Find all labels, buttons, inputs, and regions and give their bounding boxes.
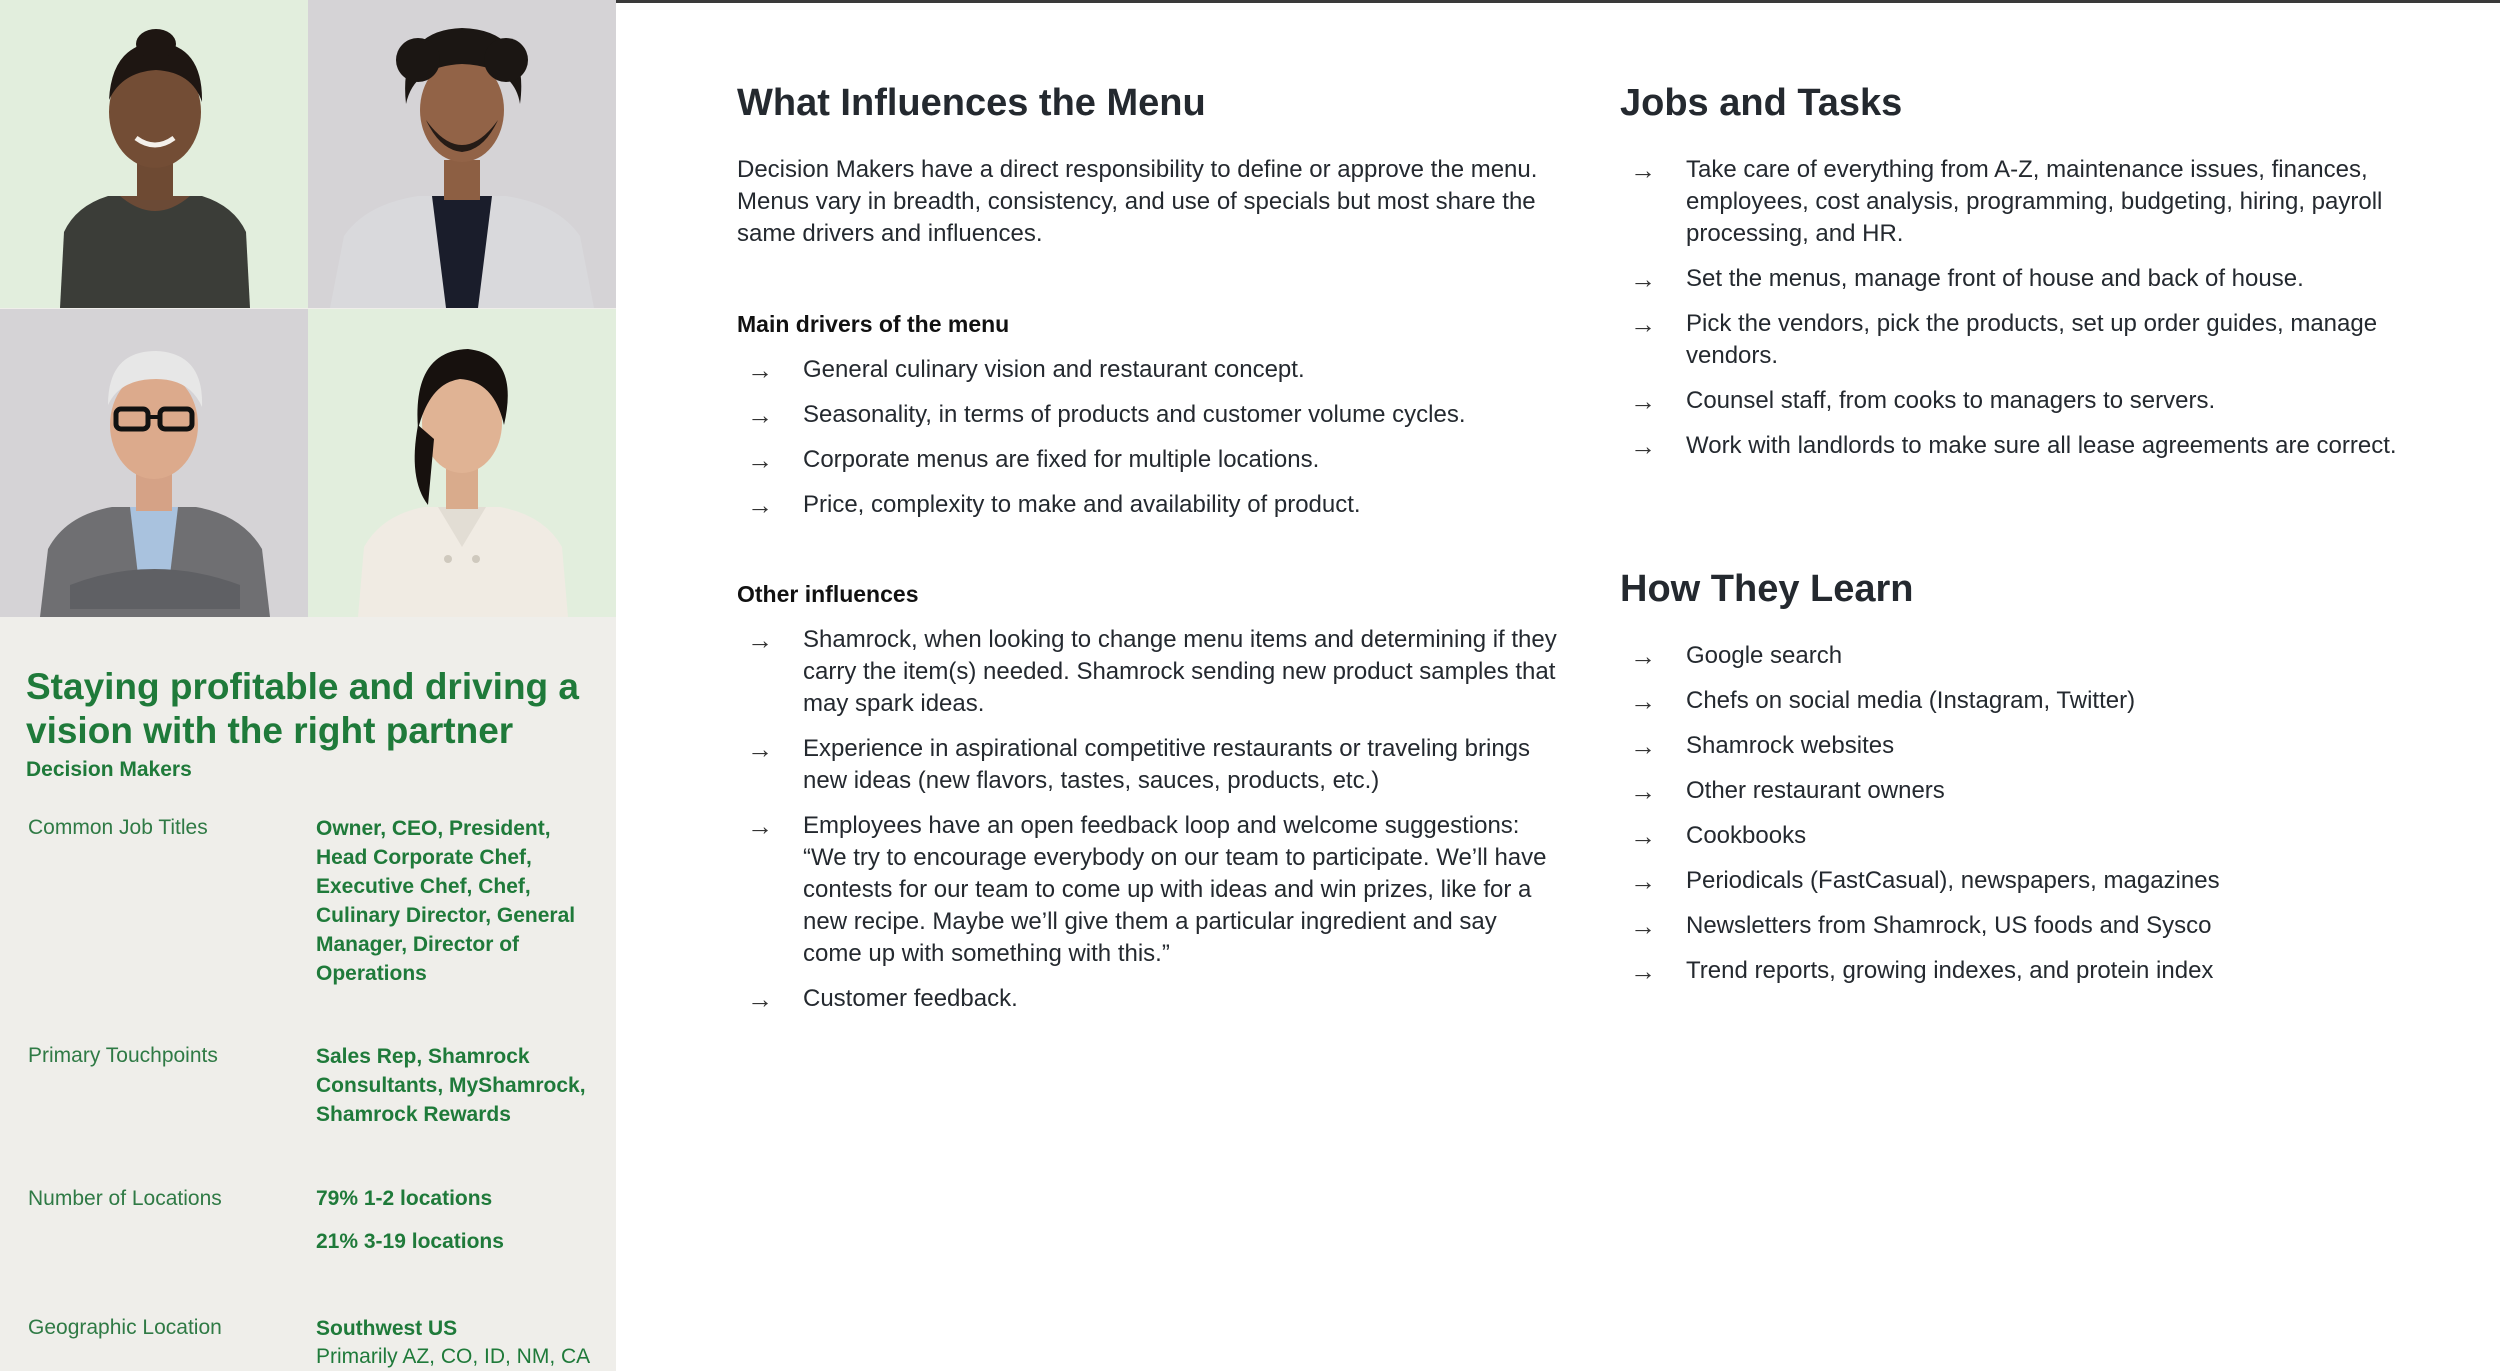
persona-panel	[0, 0, 616, 1371]
learn-source-item	[1620, 955, 2440, 987]
arrow-right-icon: →	[1630, 155, 1656, 185]
arrow-right-icon: →	[1630, 821, 1656, 851]
learn-source-item-text: Trend reports, growing indexes, and protein index	[1686, 957, 2214, 984]
learn-source-item	[1620, 865, 2440, 897]
job-task-item-text: Work with landlords to make sure all lease agreements are correct.	[1686, 432, 2397, 459]
persona-photo-woman-chef	[308, 309, 616, 617]
arrow-right-icon: →	[1630, 911, 1656, 941]
learn-source-item	[1620, 910, 2440, 942]
influence-item-text: Experience in aspirational competitive restaurants or traveling brings new ideas (new flavors, tastes, sauces, products, etc.)	[803, 735, 1531, 794]
learn-source-item-text: Cookbooks	[1686, 822, 1807, 849]
driver-item	[737, 489, 1557, 521]
job-task-item-text: Counsel staff, from cooks to managers to servers.	[1686, 387, 2216, 414]
arrow-right-icon: →	[1630, 431, 1656, 461]
info-value-geography-region: Southwest US	[316, 1317, 458, 1340]
learn-source-item-text: Newsletters from Shamrock, US foods and Sysco	[1686, 912, 2212, 939]
info-value-locations-2: 21% 3-19 locations	[316, 1230, 504, 1253]
learn-source-item	[1620, 730, 2440, 762]
driver-item-text: Corporate menus are fixed for multiple locations.	[803, 446, 1320, 473]
learn-section-title: How They Learn	[1620, 568, 1914, 610]
info-label-locations: Number of Locations	[28, 1187, 222, 1210]
info-value-touchpoints: Sales Rep, Shamrock Consultants, MyShamrock, Shamrock Rewards	[316, 1045, 586, 1126]
influence-item	[737, 810, 1557, 970]
arrow-right-icon: →	[1630, 686, 1656, 716]
arrow-right-icon: →	[1630, 641, 1656, 671]
arrow-right-icon: →	[1630, 309, 1656, 339]
job-task-item-text: Pick the vendors, pick the products, set up order guides, manage vendors.	[1686, 310, 2378, 369]
learn-source-item-text: Chefs on social media (Instagram, Twitter)	[1686, 687, 2136, 714]
menu-section-title: What Influences the Menu	[737, 82, 1206, 124]
persona-photo-woman-dark-dress	[0, 0, 308, 308]
info-label-geography: Geographic Location	[28, 1316, 222, 1339]
how-they-learn-list	[1620, 640, 2440, 1000]
info-label-job-titles: Common Job Titles	[28, 816, 208, 839]
jobs-tasks-list	[1620, 154, 2440, 475]
arrow-right-icon: →	[1630, 776, 1656, 806]
arrow-right-icon: →	[747, 355, 773, 385]
job-task-item-text: Set the menus, manage front of house and back of house.	[1686, 265, 2304, 292]
arrow-right-icon: →	[1630, 956, 1656, 986]
menu-drivers-list	[737, 354, 1557, 534]
job-task-item	[1620, 430, 2440, 462]
menu-drivers-title: Main drivers of the menu	[737, 311, 1010, 337]
persona-photo-man-glasses	[0, 309, 308, 617]
influence-item-text: Employees have an open feedback loop and welcome suggestions: “We try to encourage everybody on our team to participate. We’ll have contests for our team to come up with ideas and win prizes, like for a new recipe. Maybe we’ll give them a particular ingredient and say come up with something with this.”	[803, 812, 1547, 967]
jobs-section-title: Jobs and Tasks	[1620, 82, 1903, 124]
job-task-item	[1620, 263, 2440, 295]
other-influences-title: Other influences	[737, 581, 919, 607]
learn-source-item	[1620, 685, 2440, 717]
learn-source-item	[1620, 775, 2440, 807]
persona-headline: Staying profitable and driving a vision with the right partner	[26, 666, 580, 751]
arrow-right-icon: →	[747, 811, 773, 841]
driver-item	[737, 444, 1557, 476]
info-value-geography-states: Primarily AZ, CO, ID, NM, CA	[316, 1345, 591, 1368]
arrow-right-icon: →	[747, 445, 773, 475]
persona-photo-grid	[0, 0, 616, 617]
driver-item	[737, 354, 1557, 386]
driver-item-text: Price, complexity to make and availability of product.	[803, 491, 1361, 518]
influence-item	[737, 733, 1557, 797]
job-task-item	[1620, 154, 2440, 250]
influence-item-text: Shamrock, when looking to change menu items and determining if they carry the item(s) needed. Shamrock sending new product samples that may spark ideas.	[803, 626, 1557, 717]
job-task-item-text: Take care of everything from A-Z, maintenance issues, finances, employees, cost analysis, programming, budgeting, hiring, payroll processing, and HR.	[1686, 156, 2383, 247]
influence-item-text: Customer feedback.	[803, 985, 1018, 1012]
arrow-right-icon: →	[1630, 264, 1656, 294]
arrow-right-icon: →	[747, 984, 773, 1014]
learn-source-item-text: Shamrock websites	[1686, 732, 1895, 759]
arrow-right-icon: →	[747, 490, 773, 520]
driver-item-text: Seasonality, in terms of products and customer volume cycles.	[803, 401, 1466, 428]
info-value-locations-1: 79% 1-2 locations	[316, 1187, 493, 1210]
driver-item	[737, 399, 1557, 431]
arrow-right-icon: →	[1630, 731, 1656, 761]
learn-source-item	[1620, 820, 2440, 852]
learn-source-item-text: Other restaurant owners	[1686, 777, 1945, 804]
arrow-right-icon: →	[747, 734, 773, 764]
driver-item-text: General culinary vision and restaurant concept.	[803, 356, 1305, 383]
info-value-job-titles: Owner, CEO, President, Head Corporate Chef, Executive Chef, Chef, Culinary Director, General Manager, Director of Operations	[316, 817, 576, 985]
influence-item	[737, 624, 1557, 720]
menu-section-intro: Decision Makers have a direct responsibility to define or approve the menu. Menus vary in breadth, consistency, and use of specials but most share the same drivers and influences.	[737, 156, 1538, 247]
other-influences-list	[737, 624, 1557, 1028]
info-label-touchpoints: Primary Touchpoints	[28, 1044, 218, 1067]
arrow-right-icon: →	[747, 625, 773, 655]
learn-source-item	[1620, 640, 2440, 672]
influence-item	[737, 983, 1557, 1015]
persona-subheadline: Decision Makers	[26, 758, 192, 781]
job-task-item	[1620, 385, 2440, 417]
arrow-right-icon: →	[1630, 386, 1656, 416]
arrow-right-icon: →	[747, 400, 773, 430]
learn-source-item-text: Google search	[1686, 642, 1843, 669]
job-task-item	[1620, 308, 2440, 372]
arrow-right-icon: →	[1630, 866, 1656, 896]
persona-photo-man-grey-blazer	[308, 0, 616, 308]
learn-source-item-text: Periodicals (FastCasual), newspapers, magazines	[1686, 867, 2220, 894]
